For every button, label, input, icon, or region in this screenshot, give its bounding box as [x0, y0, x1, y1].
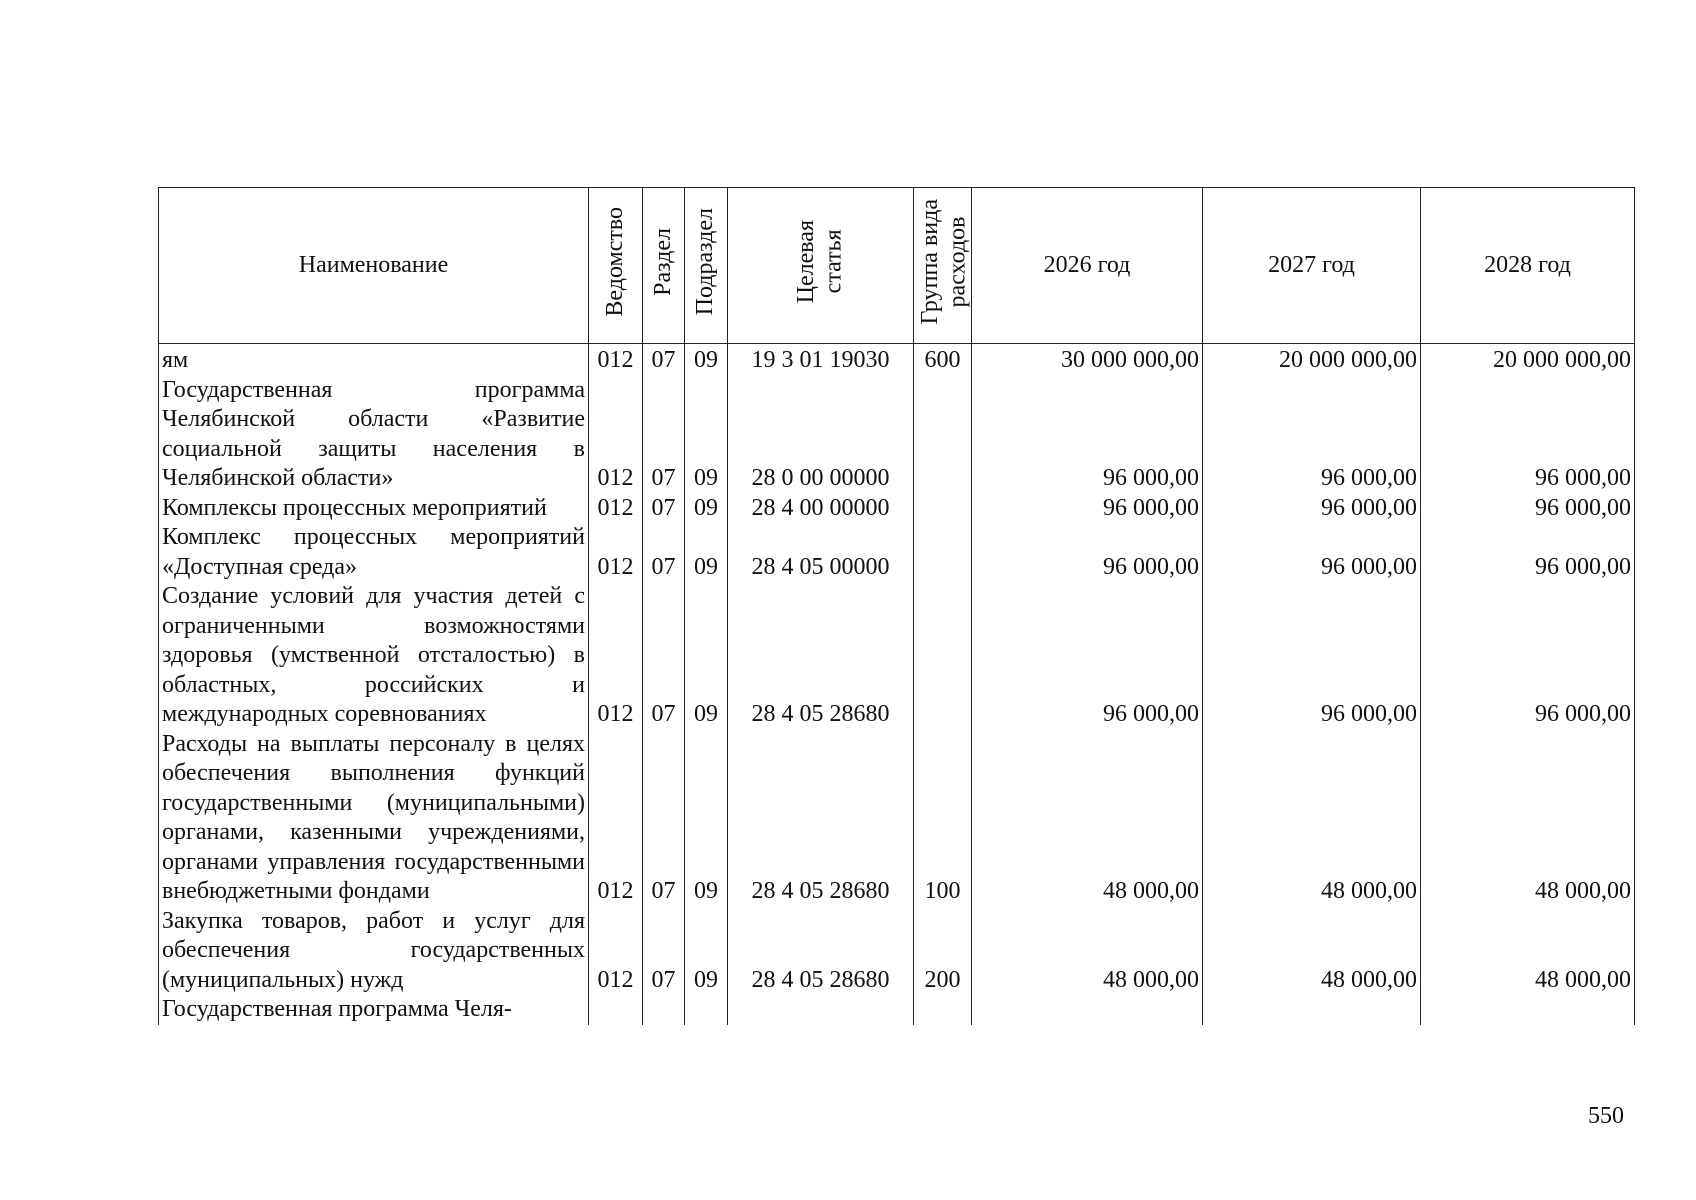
row-name-cell: Комплекс процессных мероприятий «Доступная среда»: [159, 523, 589, 582]
amount-2027-cell: [1203, 995, 1421, 1025]
amount-2027-cell: 48 000,00: [1203, 730, 1421, 907]
podrazdel-cell: 09: [685, 376, 728, 494]
amount-2028-cell: 96 000,00: [1421, 376, 1635, 494]
table-row: [159, 730, 1635, 907]
amount-2028-cell: 96 000,00: [1421, 582, 1635, 730]
amount-2026-cell: 96 000,00: [972, 494, 1203, 524]
table-row: [159, 995, 1635, 1025]
razdel-cell: 07: [643, 376, 685, 494]
table-row: [159, 907, 1635, 996]
header-2028: 2028 год: [1421, 188, 1635, 344]
row-name-cell: Создание условий для участия детей с ограниченными возможностями здоровья (умственной отсталостью) в областных, российских и международных соревнованиях: [159, 582, 589, 730]
podrazdel-cell: 09: [685, 730, 728, 907]
table-header-row: [159, 188, 1635, 344]
header-celevaya-statya: Целевая статья: [728, 188, 914, 344]
podrazdel-cell: 09: [685, 523, 728, 582]
vedomstvo-cell: 012: [589, 494, 643, 524]
gruppa-vida-cell: [914, 582, 972, 730]
celevaya-statya-cell: 28 4 05 00000: [728, 523, 914, 582]
amount-2027-cell: 20 000 000,00: [1203, 344, 1421, 376]
amount-2028-cell: 48 000,00: [1421, 730, 1635, 907]
celevaya-statya-cell: [728, 995, 914, 1025]
podrazdel-cell: 09: [685, 907, 728, 996]
amount-2028-cell: [1421, 995, 1635, 1025]
budget-table: [158, 187, 1635, 1025]
amount-2028-cell: 48 000,00: [1421, 907, 1635, 996]
amount-2026-cell: [972, 995, 1203, 1025]
gruppa-vida-cell: [914, 494, 972, 524]
amount-2026-cell: 30 000 000,00: [972, 344, 1203, 376]
amount-2027-cell: 96 000,00: [1203, 376, 1421, 494]
amount-2026-cell: 48 000,00: [972, 730, 1203, 907]
razdel-cell: 07: [643, 494, 685, 524]
header-2026: 2026 год: [972, 188, 1203, 344]
amount-2027-cell: 96 000,00: [1203, 523, 1421, 582]
row-name-cell: ям: [159, 344, 589, 376]
table-row: [159, 376, 1635, 494]
celevaya-statya-cell: 28 4 00 00000: [728, 494, 914, 524]
vedomstvo-cell: 012: [589, 376, 643, 494]
razdel-cell: 07: [643, 907, 685, 996]
table-body: [159, 344, 1635, 1025]
row-name-cell: Расходы на выплаты персоналу в целях обеспечения выполнения функций государственными (муниципальными) органами, казенными учреждениями, органами управления государственными внебюджетными фондами: [159, 730, 589, 907]
gruppa-vida-cell: 200: [914, 907, 972, 996]
podrazdel-cell: 09: [685, 494, 728, 524]
razdel-cell: 07: [643, 344, 685, 376]
amount-2026-cell: 96 000,00: [972, 376, 1203, 494]
amount-2026-cell: 48 000,00: [972, 907, 1203, 996]
vedomstvo-cell: 012: [589, 523, 643, 582]
header-vedomstvo: Ведомство: [589, 188, 643, 344]
header-name: Наименование: [159, 188, 589, 344]
header-razdel: Раздел: [643, 188, 685, 344]
vedomstvo-cell: 012: [589, 907, 643, 996]
celevaya-statya-cell: 28 4 05 28680: [728, 582, 914, 730]
razdel-cell: [643, 995, 685, 1025]
table-row: [159, 523, 1635, 582]
amount-2028-cell: 96 000,00: [1421, 494, 1635, 524]
vedomstvo-cell: 012: [589, 582, 643, 730]
row-name-cell: Государственная программа Челябинской области «Развитие социальной защиты населения в Челябинской области»: [159, 376, 589, 494]
amount-2028-cell: 96 000,00: [1421, 523, 1635, 582]
gruppa-vida-cell: 600: [914, 344, 972, 376]
page-number: 550: [1588, 1103, 1624, 1129]
amount-2026-cell: 96 000,00: [972, 523, 1203, 582]
razdel-cell: 07: [643, 582, 685, 730]
amount-2027-cell: 48 000,00: [1203, 907, 1421, 996]
row-name-cell: Закупка товаров, работ и услуг для обеспечения государственных (муниципальных) нужд: [159, 907, 589, 996]
header-gruppa-vida-rashodov: Группа вида расходов: [914, 188, 972, 344]
celevaya-statya-cell: 19 3 01 19030: [728, 344, 914, 376]
podrazdel-cell: 09: [685, 582, 728, 730]
gruppa-vida-cell: 100: [914, 730, 972, 907]
podrazdel-cell: [685, 995, 728, 1025]
vedomstvo-cell: 012: [589, 344, 643, 376]
vedomstvo-cell: 012: [589, 730, 643, 907]
amount-2027-cell: 96 000,00: [1203, 582, 1421, 730]
celevaya-statya-cell: 28 4 05 28680: [728, 907, 914, 996]
header-2027: 2027 год: [1203, 188, 1421, 344]
table-row: [159, 494, 1635, 524]
celevaya-statya-cell: 28 0 00 00000: [728, 376, 914, 494]
amount-2028-cell: 20 000 000,00: [1421, 344, 1635, 376]
celevaya-statya-cell: 28 4 05 28680: [728, 730, 914, 907]
gruppa-vida-cell: [914, 995, 972, 1025]
amount-2027-cell: 96 000,00: [1203, 494, 1421, 524]
amount-2026-cell: 96 000,00: [972, 582, 1203, 730]
gruppa-vida-cell: [914, 523, 972, 582]
header-podrazdel: Подраздел: [685, 188, 728, 344]
vedomstvo-cell: [589, 995, 643, 1025]
table-row: [159, 582, 1635, 730]
gruppa-vida-cell: [914, 376, 972, 494]
razdel-cell: 07: [643, 523, 685, 582]
row-name-cell: Государственная программа Челя-: [159, 995, 589, 1025]
razdel-cell: 07: [643, 730, 685, 907]
row-name-cell: Комплексы процессных мероприятий: [159, 494, 589, 524]
podrazdel-cell: 09: [685, 344, 728, 376]
table-row: [159, 344, 1635, 376]
